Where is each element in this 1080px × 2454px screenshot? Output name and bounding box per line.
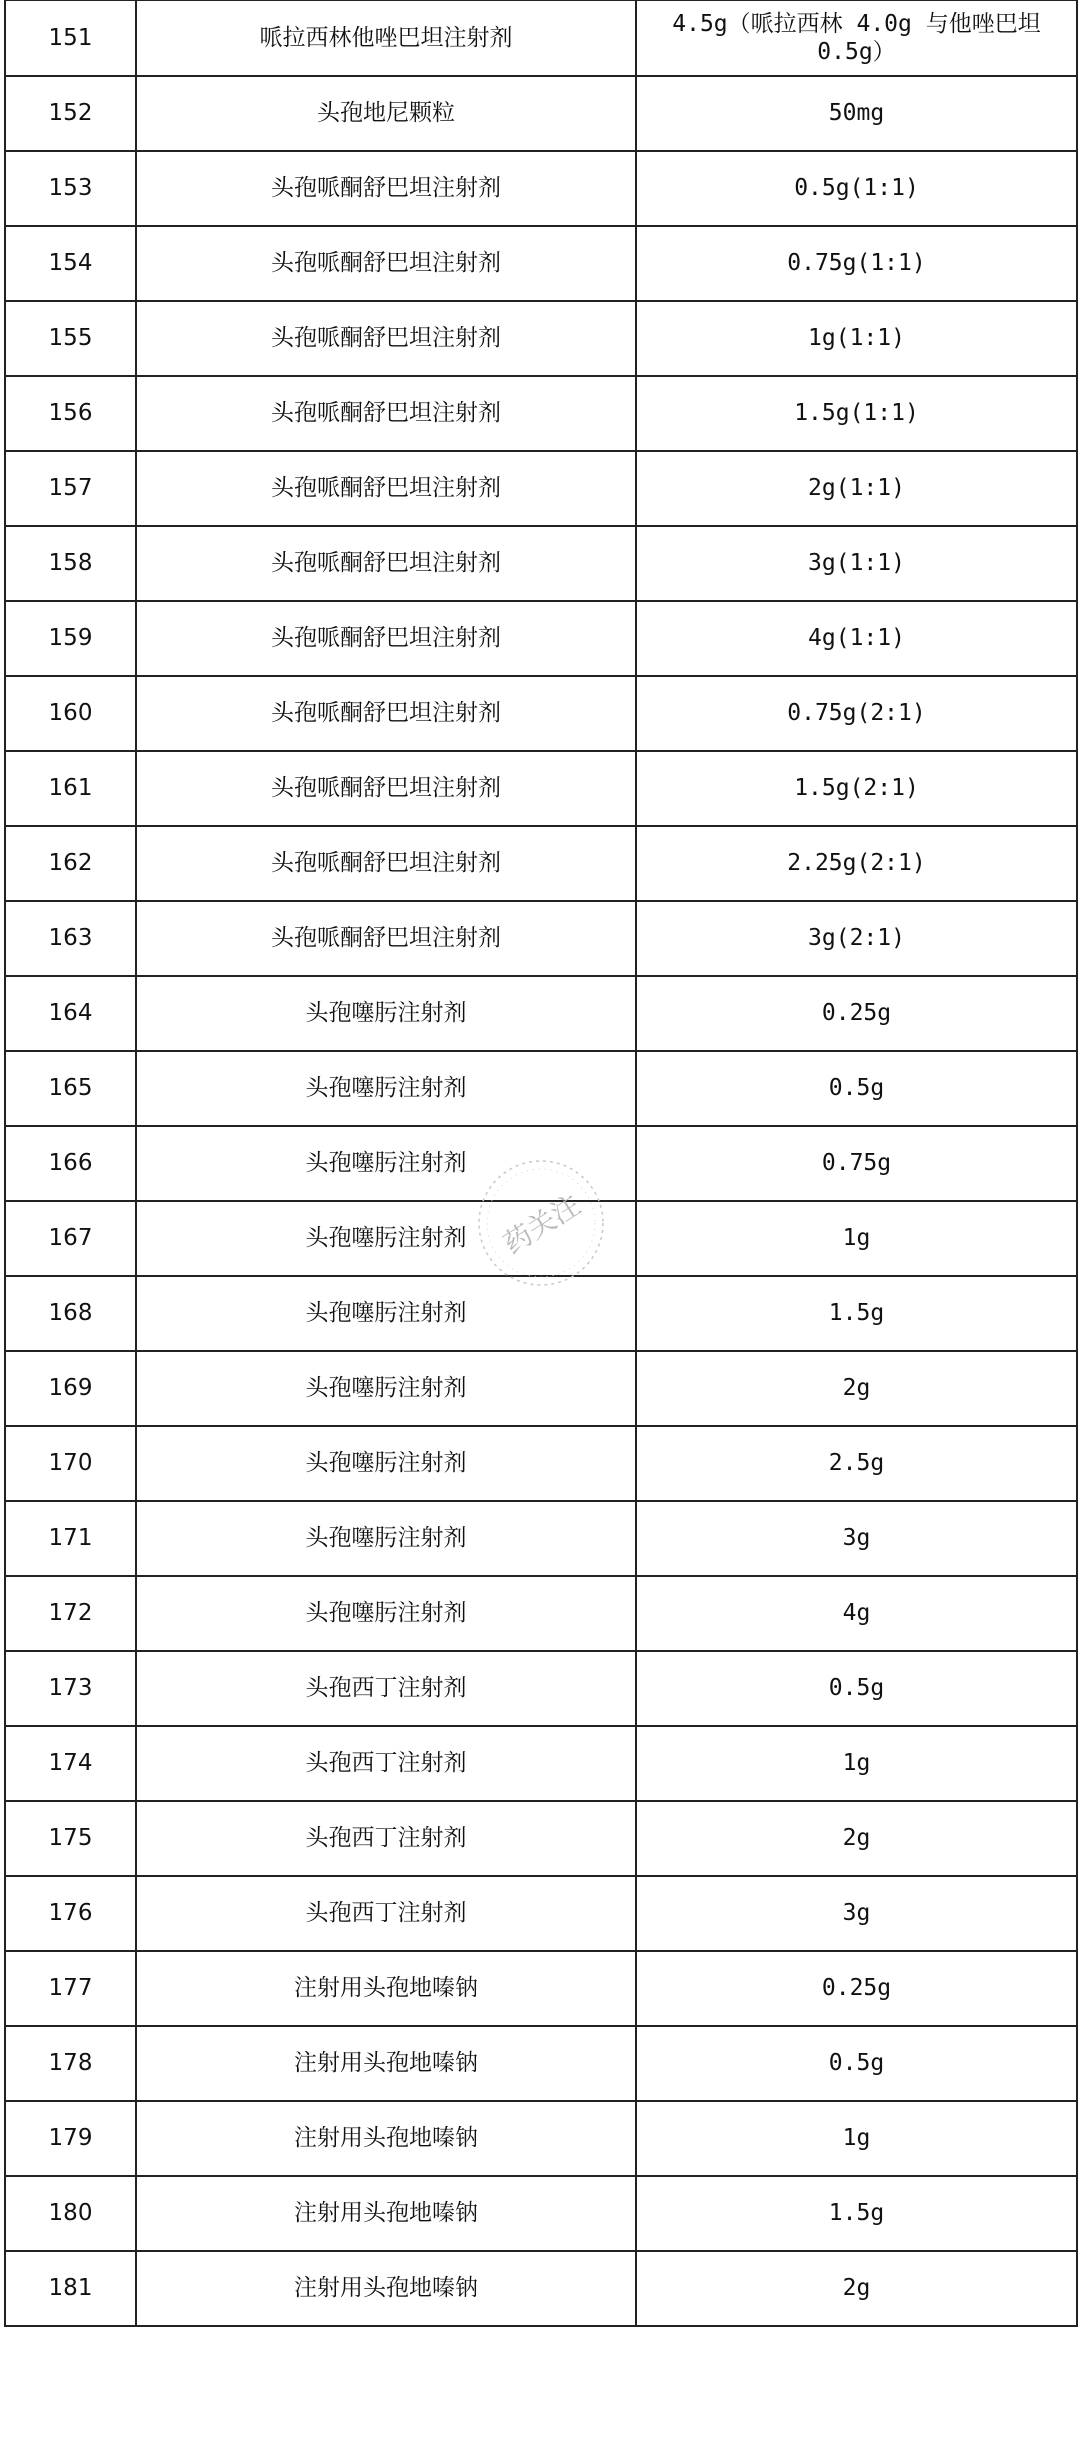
- drug-name: 头孢噻肟注射剂: [136, 1276, 636, 1351]
- drug-name: 头孢噻肟注射剂: [136, 1051, 636, 1126]
- table-row: [5, 1051, 1077, 1126]
- table-row: [5, 2026, 1077, 2101]
- drug-spec: 4g: [636, 1576, 1077, 1651]
- table-row: [5, 901, 1077, 976]
- table-row: [5, 526, 1077, 601]
- drug-spec: 1.5g: [636, 1276, 1077, 1351]
- drug-spec: 0.75g: [636, 1126, 1077, 1201]
- row-number: 161: [5, 751, 136, 826]
- drug-spec: 2.25g(2:1): [636, 826, 1077, 901]
- row-number: 180: [5, 2176, 136, 2251]
- row-number: 174: [5, 1726, 136, 1801]
- drug-name: 头孢噻肟注射剂: [136, 1576, 636, 1651]
- drug-spec: 3g(2:1): [636, 901, 1077, 976]
- row-number: 171: [5, 1501, 136, 1576]
- drug-spec-table: [4, 0, 1078, 2327]
- row-number: 179: [5, 2101, 136, 2176]
- drug-name: 注射用头孢地嗪钠: [136, 2251, 636, 2326]
- drug-spec: 2g(1:1): [636, 451, 1077, 526]
- row-number: 168: [5, 1276, 136, 1351]
- drug-name: 头孢西丁注射剂: [136, 1801, 636, 1876]
- drug-name: 头孢噻肟注射剂: [136, 1426, 636, 1501]
- row-number: 163: [5, 901, 136, 976]
- drug-name: 注射用头孢地嗪钠: [136, 2026, 636, 2101]
- drug-spec: 3g: [636, 1501, 1077, 1576]
- table-row: [5, 376, 1077, 451]
- drug-name: 头孢哌酮舒巴坦注射剂: [136, 301, 636, 376]
- table-row: [5, 1801, 1077, 1876]
- row-number: 166: [5, 1126, 136, 1201]
- row-number: 152: [5, 76, 136, 151]
- table-row: [5, 826, 1077, 901]
- table-row: [5, 1426, 1077, 1501]
- row-number: 169: [5, 1351, 136, 1426]
- row-number: 153: [5, 151, 136, 226]
- drug-name: 头孢噻肟注射剂: [136, 1501, 636, 1576]
- drug-spec: 0.25g: [636, 976, 1077, 1051]
- drug-name: 头孢西丁注射剂: [136, 1726, 636, 1801]
- row-number: 172: [5, 1576, 136, 1651]
- drug-name: 头孢哌酮舒巴坦注射剂: [136, 451, 636, 526]
- row-number: 154: [5, 226, 136, 301]
- table-row: [5, 2101, 1077, 2176]
- drug-spec: 0.5g(1:1): [636, 151, 1077, 226]
- drug-spec: 1g: [636, 2101, 1077, 2176]
- table-row: [5, 1351, 1077, 1426]
- drug-name: 注射用头孢地嗪钠: [136, 1951, 636, 2026]
- drug-name: 头孢哌酮舒巴坦注射剂: [136, 676, 636, 751]
- table-row: [5, 1951, 1077, 2026]
- row-number: 151: [5, 1, 136, 76]
- drug-name: 哌拉西林他唑巴坦注射剂: [136, 1, 636, 76]
- drug-spec: 1g: [636, 1726, 1077, 1801]
- row-number: 178: [5, 2026, 136, 2101]
- drug-spec: 1g: [636, 1201, 1077, 1276]
- drug-spec: 2g: [636, 1801, 1077, 1876]
- table-row: [5, 226, 1077, 301]
- drug-name: 头孢噻肟注射剂: [136, 1201, 636, 1276]
- drug-name: 头孢哌酮舒巴坦注射剂: [136, 601, 636, 676]
- table-row: [5, 1, 1077, 76]
- row-number: 177: [5, 1951, 136, 2026]
- drug-name: 注射用头孢地嗪钠: [136, 2101, 636, 2176]
- drug-spec: 1.5g(1:1): [636, 376, 1077, 451]
- drug-spec: 4.5g（哌拉西林 4.0g 与他唑巴坦 0.5g）: [636, 1, 1077, 76]
- drug-name: 头孢哌酮舒巴坦注射剂: [136, 526, 636, 601]
- table-row: [5, 76, 1077, 151]
- row-number: 173: [5, 1651, 136, 1726]
- drug-name: 注射用头孢地嗪钠: [136, 2176, 636, 2251]
- table-row: [5, 976, 1077, 1051]
- table-row: [5, 1501, 1077, 1576]
- drug-name: 头孢西丁注射剂: [136, 1876, 636, 1951]
- table-row: [5, 1201, 1077, 1276]
- row-number: 157: [5, 451, 136, 526]
- row-number: 159: [5, 601, 136, 676]
- drug-spec: 3g(1:1): [636, 526, 1077, 601]
- row-number: 158: [5, 526, 136, 601]
- drug-spec: 0.75g(2:1): [636, 676, 1077, 751]
- drug-spec: 4g(1:1): [636, 601, 1077, 676]
- table-row: [5, 676, 1077, 751]
- row-number: 167: [5, 1201, 136, 1276]
- drug-name: 头孢哌酮舒巴坦注射剂: [136, 826, 636, 901]
- drug-name: 头孢噻肟注射剂: [136, 1351, 636, 1426]
- drug-spec: 0.5g: [636, 1051, 1077, 1126]
- row-number: 156: [5, 376, 136, 451]
- drug-spec: 0.25g: [636, 1951, 1077, 2026]
- row-number: 155: [5, 301, 136, 376]
- drug-name: 头孢哌酮舒巴坦注射剂: [136, 376, 636, 451]
- row-number: 165: [5, 1051, 136, 1126]
- row-number: 181: [5, 2251, 136, 2326]
- row-number: 160: [5, 676, 136, 751]
- row-number: 164: [5, 976, 136, 1051]
- drug-spec: 1.5g(2:1): [636, 751, 1077, 826]
- drug-name: 头孢噻肟注射剂: [136, 1126, 636, 1201]
- table-row: [5, 751, 1077, 826]
- table-row: [5, 451, 1077, 526]
- drug-name: 头孢哌酮舒巴坦注射剂: [136, 226, 636, 301]
- drug-spec: 3g: [636, 1876, 1077, 1951]
- table-row: [5, 1726, 1077, 1801]
- table-row: [5, 601, 1077, 676]
- row-number: 175: [5, 1801, 136, 1876]
- drug-name: 头孢西丁注射剂: [136, 1651, 636, 1726]
- table-row: [5, 2251, 1077, 2326]
- drug-spec: 2.5g: [636, 1426, 1077, 1501]
- table-row: [5, 151, 1077, 226]
- drug-spec: 0.5g: [636, 2026, 1077, 2101]
- drug-name: 头孢噻肟注射剂: [136, 976, 636, 1051]
- table-row: [5, 1276, 1077, 1351]
- drug-name: 头孢哌酮舒巴坦注射剂: [136, 751, 636, 826]
- table-row: [5, 2176, 1077, 2251]
- table-row: [5, 1576, 1077, 1651]
- drug-name: 头孢地尼颗粒: [136, 76, 636, 151]
- drug-spec: 0.5g: [636, 1651, 1077, 1726]
- drug-spec: 1g(1:1): [636, 301, 1077, 376]
- drug-name: 头孢哌酮舒巴坦注射剂: [136, 151, 636, 226]
- drug-spec: 2g: [636, 1351, 1077, 1426]
- row-number: 162: [5, 826, 136, 901]
- table-row: [5, 301, 1077, 376]
- table-body: [5, 1, 1077, 2326]
- drug-name: 头孢哌酮舒巴坦注射剂: [136, 901, 636, 976]
- row-number: 176: [5, 1876, 136, 1951]
- table-row: [5, 1876, 1077, 1951]
- table-row: [5, 1126, 1077, 1201]
- drug-spec: 2g: [636, 2251, 1077, 2326]
- drug-spec: 0.75g(1:1): [636, 226, 1077, 301]
- drug-spec: 1.5g: [636, 2176, 1077, 2251]
- row-number: 170: [5, 1426, 136, 1501]
- table-row: [5, 1651, 1077, 1726]
- drug-spec: 50mg: [636, 76, 1077, 151]
- watermark-text: 药关注: [497, 1188, 587, 1261]
